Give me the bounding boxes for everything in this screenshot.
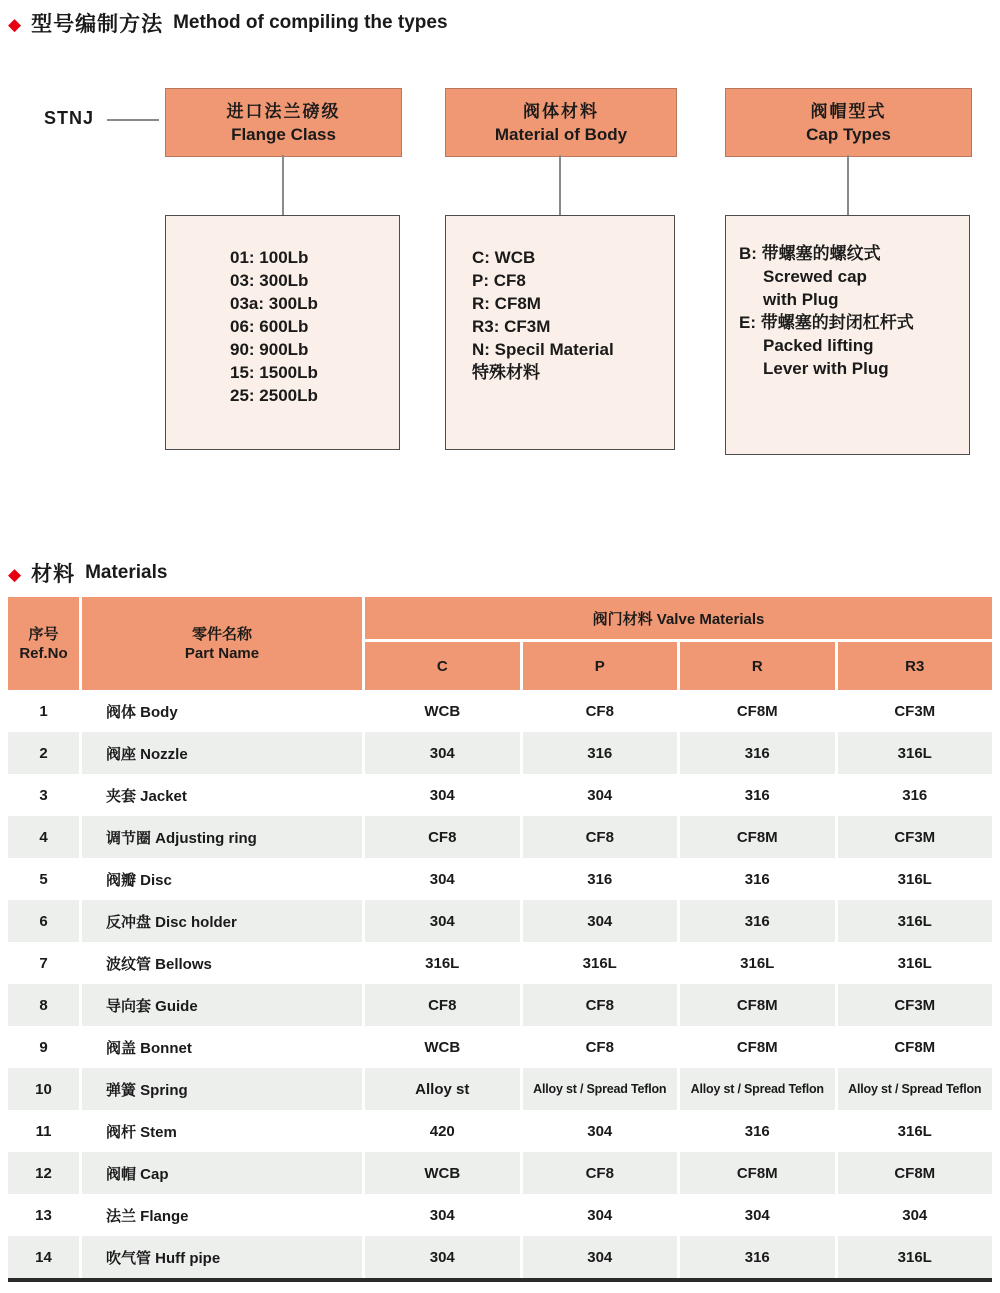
option-item: Packed lifting: [763, 336, 874, 355]
cell-part-name: 阀体 Body: [82, 690, 365, 732]
header-valve-materials-group: [365, 597, 992, 690]
header-col-r3: R3: [838, 642, 993, 690]
model-code-label: STNJ: [44, 108, 95, 128]
cell-material-r: 304: [680, 1194, 838, 1236]
cell-ref-no: 12: [8, 1152, 82, 1194]
header-col-p: P: [523, 642, 681, 690]
cell-part-name: 波纹管 Bellows: [82, 942, 365, 984]
body-material-options: [446, 216, 674, 384]
table-row: [8, 1152, 992, 1194]
compiling-title-zh: 型号编制方法: [31, 13, 164, 36]
cell-material-r3: 316L: [838, 1236, 993, 1278]
cell-ref-no: 8: [8, 984, 82, 1026]
table-row: [8, 984, 992, 1026]
cell-ref-no: 2: [8, 732, 82, 774]
table-row: [8, 900, 992, 942]
body-material-connector-line: [559, 155, 561, 215]
cell-ref-no: 1: [8, 690, 82, 732]
cell-material-r3: CF3M: [838, 984, 993, 1026]
cell-material-r: 316: [680, 732, 838, 774]
body-material-detail-box: [445, 215, 675, 450]
cell-material-r3: 316L: [897, 954, 932, 972]
header-ref-no-zh: 序号: [28, 625, 59, 643]
header-col-r: R: [680, 642, 838, 690]
cell-material-r: 316: [680, 900, 838, 942]
flange-class-options: [166, 216, 399, 407]
header-valve-materials: 阀门材料 Valve Materials: [365, 597, 992, 642]
cell-ref-no: 11: [8, 1110, 82, 1152]
header-part-name-en: Part Name: [184, 644, 260, 662]
cell-material-r: 316: [680, 1236, 838, 1278]
cell-part-name: 导向套 Guide: [82, 984, 365, 1026]
option-item: C: WCB: [472, 248, 536, 267]
cell-material-p: 304: [523, 774, 681, 816]
option-item: 01: 100Lb: [230, 248, 309, 267]
table-row: [8, 1068, 992, 1110]
header-ref-no-en: Ref.No: [19, 644, 68, 662]
cap-types-detail-box: [725, 215, 970, 455]
materials-table-header: [8, 597, 992, 690]
cell-part-name: 夹套 Jacket: [82, 774, 365, 816]
cell-material-c: 304: [365, 1194, 523, 1236]
cell-part-name: 调节圈 Adjusting ring: [82, 816, 365, 858]
cell-material-p: CF8: [523, 1152, 681, 1194]
cell-material-c: 304: [365, 774, 523, 816]
option-item: B: 带螺塞的螺纹式: [739, 244, 881, 263]
option-item: Lever with Plug: [763, 359, 889, 378]
cap-types-box: [725, 88, 972, 157]
cell-material-c: 304: [365, 858, 523, 900]
option-item: Screwed cap: [763, 267, 867, 286]
cell-ref-no: 10: [8, 1068, 82, 1110]
cell-material-r3: CF8M: [838, 1152, 993, 1194]
cell-material-p: 304: [523, 1110, 681, 1152]
cell-material-c: 304: [365, 900, 523, 942]
compiling-section-title: [8, 8, 448, 38]
cell-material-p: 304: [523, 1194, 681, 1236]
cell-material-p: 304: [523, 900, 681, 942]
table-row: [8, 816, 992, 858]
option-item: 25: 2500Lb: [230, 386, 318, 405]
option-item: 特殊材料: [472, 363, 540, 382]
cell-material-c: 304: [365, 732, 523, 774]
option-item: 03: 300Lb: [230, 271, 309, 290]
table-row: [8, 942, 992, 984]
cell-material-r3: Alloy st / Spread Teflon: [838, 1068, 993, 1110]
option-item: R3: CF3M: [472, 317, 551, 336]
cell-material-r: 316L: [680, 942, 838, 984]
cell-material-c: Alloy st: [365, 1068, 523, 1110]
cell-material-c: WCB: [365, 690, 523, 732]
cell-ref-no: 6: [8, 900, 82, 942]
flange-class-detail-box: [165, 215, 400, 450]
cell-part-name: 阀盖 Bonnet: [82, 1026, 365, 1068]
cell-material-r: Alloy st / Spread Teflon: [680, 1068, 838, 1110]
cell-material-r3: 316L: [838, 732, 993, 774]
cell-part-name: 弹簧 Spring: [82, 1068, 365, 1110]
header-material-columns: [365, 642, 992, 690]
cap-types-title-en: Cap Types: [806, 124, 891, 144]
materials-title-en: Materials: [85, 562, 168, 583]
cell-material-r3: 316L: [897, 870, 932, 888]
diamond-bullet-icon: ◆: [8, 14, 22, 34]
cell-material-p: 316: [523, 732, 681, 774]
cell-ref-no: 7: [8, 942, 82, 984]
materials-section-title: [8, 558, 167, 588]
cell-material-r3: 316L: [897, 1122, 932, 1140]
cell-part-name: 阀瓣 Disc: [82, 858, 365, 900]
cell-material-p: CF8: [523, 1026, 681, 1068]
flange-class-box: [165, 88, 402, 157]
cell-material-r: 316: [680, 858, 838, 900]
table-row: [8, 690, 992, 732]
table-row: [8, 1194, 992, 1236]
diamond-bullet-icon: ◆: [8, 564, 22, 584]
cell-material-p: CF8: [523, 984, 681, 1026]
option-item: 06: 600Lb: [230, 317, 309, 336]
flange-class-title-zh: 进口法兰磅级: [226, 101, 341, 121]
cell-material-c: CF8: [365, 816, 523, 858]
header-ref-no: [8, 597, 82, 690]
cell-ref-no: 9: [8, 1026, 82, 1068]
option-item: 90: 900Lb: [230, 340, 309, 359]
cell-material-r3: 316: [902, 786, 928, 804]
table-row: [8, 1110, 992, 1152]
cell-material-r3: CF3M: [838, 816, 993, 858]
materials-table: [8, 597, 992, 1282]
cell-ref-no: 4: [8, 816, 82, 858]
cell-material-r3: CF8M: [894, 1038, 936, 1056]
cell-material-p: CF8: [523, 816, 681, 858]
option-item: R: CF8M: [472, 294, 541, 313]
materials-title-zh: 材料: [31, 563, 76, 586]
cell-ref-no: 13: [8, 1194, 82, 1236]
flange-class-connector-line: [282, 155, 284, 215]
cell-material-r: CF8M: [680, 690, 838, 732]
option-item: P: CF8: [472, 271, 526, 290]
cell-part-name: 阀杆 Stem: [82, 1110, 365, 1152]
cell-part-name: 反冲盘 Disc holder: [82, 900, 365, 942]
table-row: [8, 1026, 992, 1068]
cell-material-r3: 316L: [838, 900, 993, 942]
cell-ref-no: 5: [8, 858, 82, 900]
option-item: N: Specil Material: [472, 340, 614, 359]
cell-material-c: CF8: [365, 984, 523, 1026]
cell-part-name: 吹气管 Huff pipe: [82, 1236, 365, 1278]
header-col-c: C: [365, 642, 523, 690]
cap-types-options: [726, 216, 969, 380]
cell-material-r: CF8M: [680, 1026, 838, 1068]
header-part-name-zh: 零件名称: [191, 625, 252, 643]
cell-material-p: Alloy st / Spread Teflon: [523, 1068, 681, 1110]
cell-part-name: 法兰 Flange: [82, 1194, 365, 1236]
cap-types-title-zh: 阀帽型式: [810, 101, 887, 121]
cell-material-c: 316L: [365, 942, 523, 984]
body-material-title-zh: 阀体材料: [523, 101, 599, 121]
cell-material-c: 304: [365, 1236, 523, 1278]
option-item: with Plug: [763, 290, 839, 309]
cell-material-r: CF8M: [680, 984, 838, 1026]
body-material-box: [445, 88, 677, 157]
option-item: 15: 1500Lb: [230, 363, 318, 382]
cell-material-c: WCB: [365, 1152, 523, 1194]
table-row: [8, 732, 992, 774]
table-row: [8, 774, 992, 816]
option-item: E: 带螺塞的封闭杠杆式: [739, 313, 914, 332]
cell-part-name: 阀座 Nozzle: [82, 732, 365, 774]
cell-material-c: 420: [365, 1110, 523, 1152]
cell-material-r3: 304: [902, 1206, 928, 1224]
flange-class-title-en: Flange Class: [231, 124, 336, 144]
cell-material-r: CF8M: [680, 1152, 838, 1194]
cell-material-p: CF8: [523, 690, 681, 732]
cell-part-name: 阀帽 Cap: [82, 1152, 365, 1194]
cell-material-p: 304: [523, 1236, 681, 1278]
cap-types-connector-line: [847, 155, 849, 215]
cell-ref-no: 3: [8, 774, 82, 816]
header-part-name: [82, 597, 365, 690]
cell-material-r: 316: [680, 1110, 838, 1152]
cell-material-c: WCB: [365, 1026, 523, 1068]
cell-material-p: 316L: [523, 942, 681, 984]
materials-table-body: [8, 690, 992, 1278]
cell-ref-no: 14: [8, 1236, 82, 1278]
cell-material-r: CF8M: [680, 816, 838, 858]
cell-material-p: 316: [523, 858, 681, 900]
stnj-connector-line: [107, 119, 159, 121]
cell-material-r: 316: [680, 774, 838, 816]
body-material-title-en: Material of Body: [494, 124, 628, 144]
option-item: 03a: 300Lb: [230, 294, 318, 313]
compiling-title-en: Method of compiling the types: [173, 12, 448, 33]
cell-material-r3: CF3M: [894, 702, 936, 720]
table-row: [8, 858, 992, 900]
table-row: [8, 1236, 992, 1278]
